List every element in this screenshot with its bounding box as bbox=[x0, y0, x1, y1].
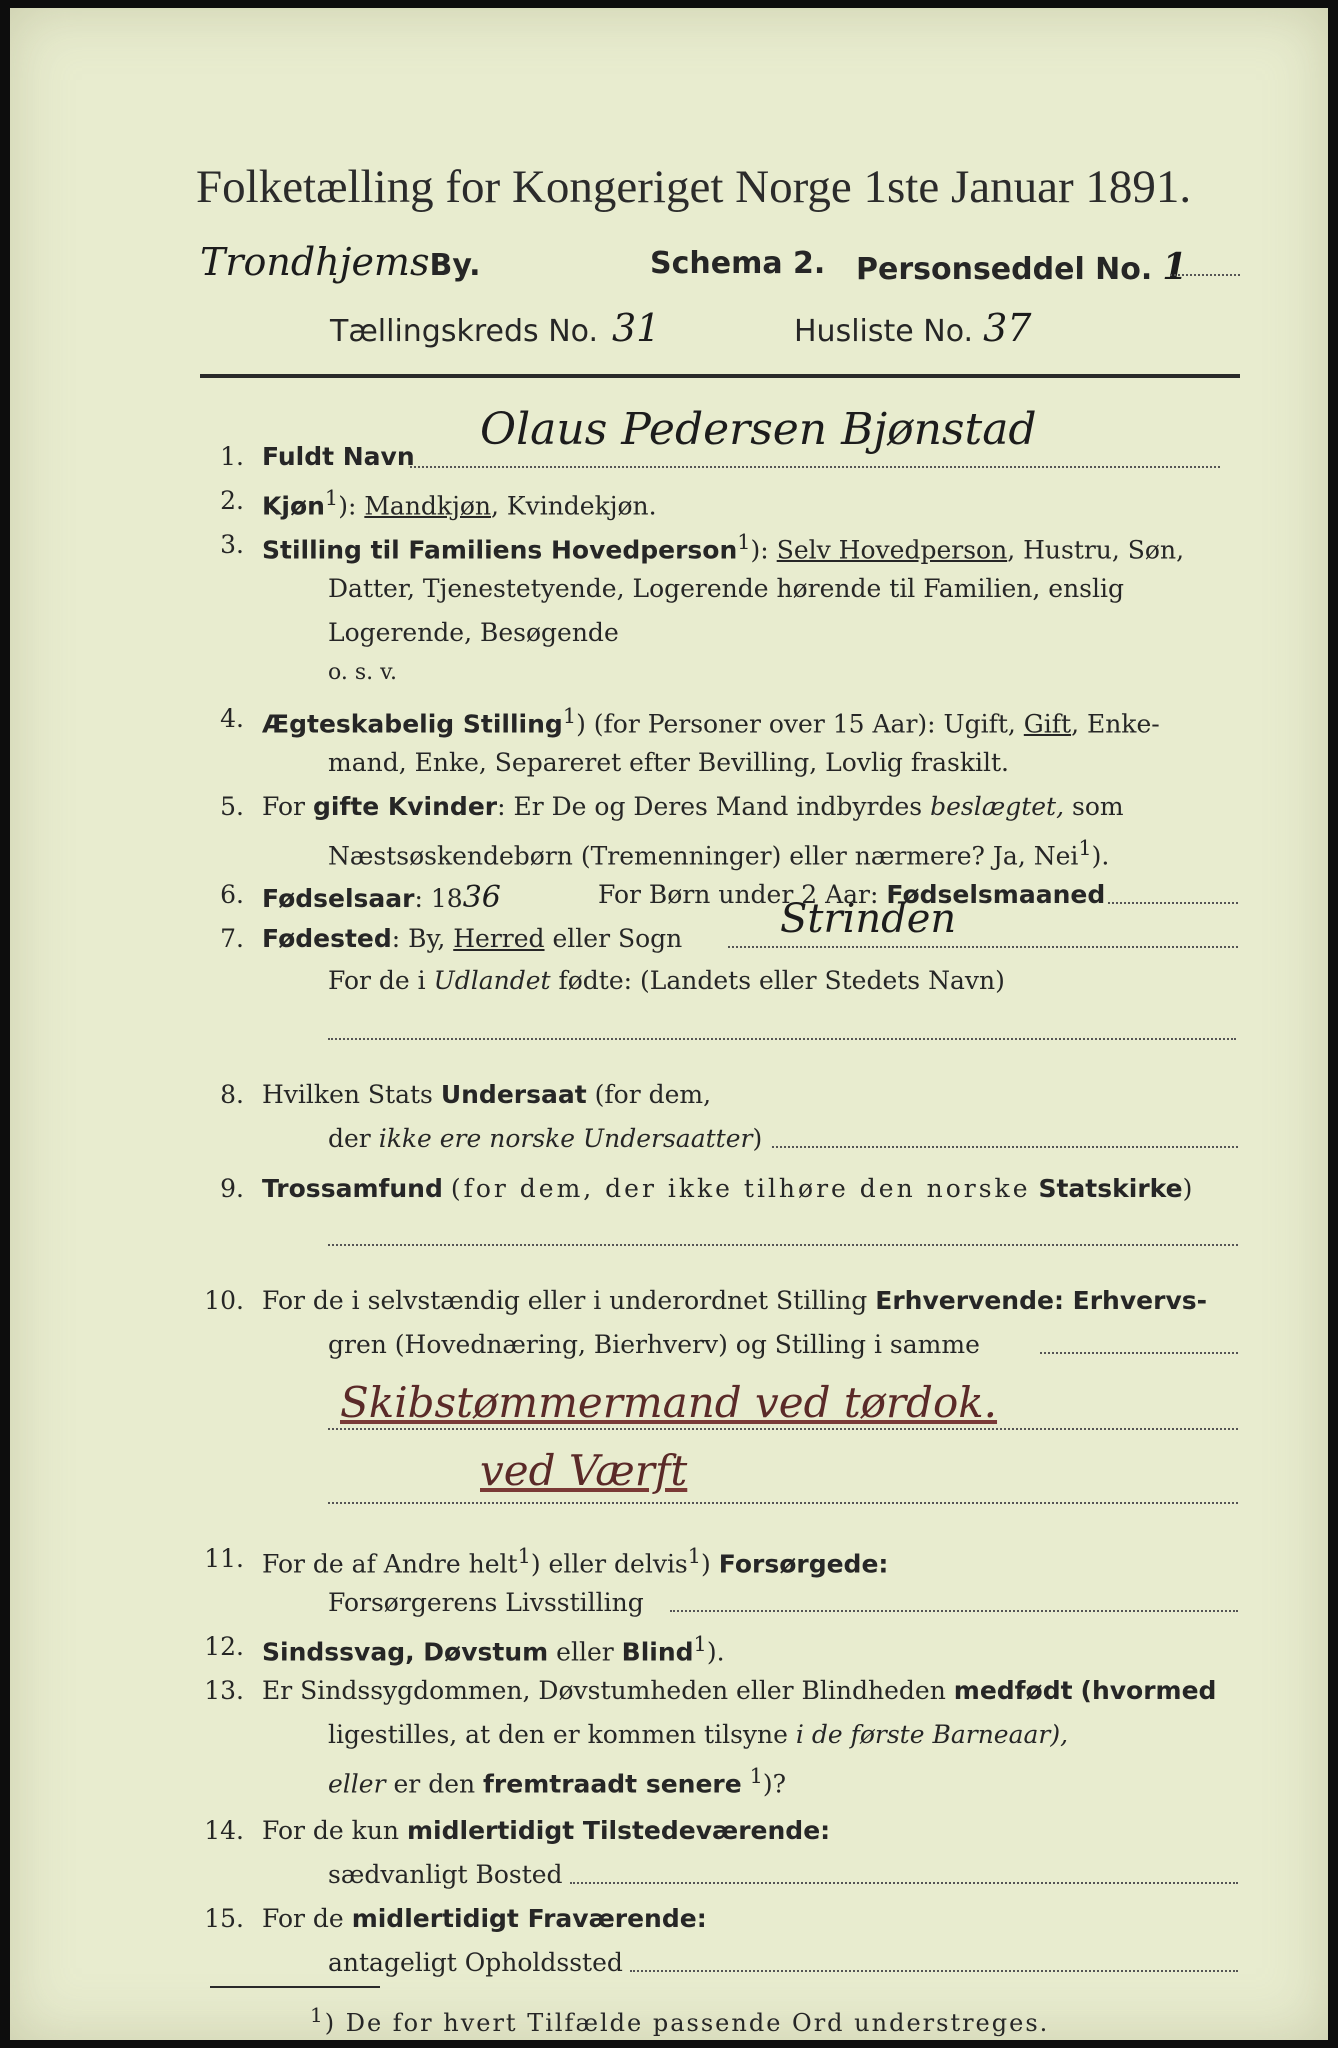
q10-dots2 bbox=[328, 1428, 1238, 1430]
q13-line2 bbox=[328, 1720, 1068, 1749]
q7-by: : By, bbox=[391, 924, 446, 953]
q9-statskirke: Statskirke bbox=[1038, 1174, 1183, 1203]
schema-label: Schema 2. bbox=[650, 246, 826, 281]
q3-colon: ): bbox=[750, 535, 769, 565]
q8-paren: ) bbox=[752, 1124, 763, 1153]
q9-dots bbox=[328, 1244, 1238, 1246]
q13-senere: fremtraadt senere bbox=[483, 1769, 742, 1799]
husliste-number: 37 bbox=[983, 306, 1032, 350]
header-rule bbox=[200, 374, 1240, 378]
header-city-line bbox=[200, 240, 481, 284]
q5-label: gifte Kvinder bbox=[312, 792, 498, 821]
q3-line4: o. s. v. bbox=[328, 660, 397, 685]
item-number-1: 1. bbox=[220, 442, 244, 471]
q6-label: Fødselsaar bbox=[262, 884, 415, 913]
q4-line2: mand, Enke, Separeret efter Bevilling, Lovlig fraskilt. bbox=[328, 748, 1009, 777]
item-number-13: 13. bbox=[204, 1676, 244, 1705]
item-number-5: 5. bbox=[220, 792, 244, 821]
q10-dots3 bbox=[328, 1502, 1238, 1504]
item-number-11: 11. bbox=[204, 1544, 244, 1573]
q9-label: Trossamfund bbox=[262, 1174, 443, 1203]
q1-dots bbox=[410, 466, 1220, 468]
footnote-rule bbox=[210, 1986, 380, 1988]
q2-kvindekjon: , Kvindekjøn. bbox=[491, 491, 657, 521]
q9-text: (for dem, der ikke tilhøre den norske bbox=[450, 1174, 1031, 1203]
q15-line2: antageligt Opholdssted bbox=[328, 1948, 623, 1977]
a7-birthplace: Strinden bbox=[780, 896, 957, 942]
q8-for-dem: (for dem, bbox=[594, 1080, 712, 1109]
q7-dots bbox=[728, 946, 1238, 948]
by-label: By. bbox=[429, 248, 481, 283]
a10-occupation-line2: ved Værft bbox=[480, 1446, 688, 1495]
q7-dots2 bbox=[328, 1038, 1236, 1040]
a6-year: 36 bbox=[462, 880, 501, 915]
q7-label: Fødested bbox=[262, 924, 392, 953]
item-number-14: 14. bbox=[204, 1816, 244, 1845]
personseddel-dots bbox=[1170, 274, 1240, 276]
item-number-10: 10. bbox=[204, 1286, 244, 1315]
q8-text: Hvilken Stats bbox=[262, 1080, 433, 1109]
q12-sup: 1 bbox=[693, 1632, 707, 1656]
q14-label: midlertidigt Tilstedeværende: bbox=[406, 1816, 831, 1845]
q15-dots bbox=[630, 1970, 1238, 1972]
footnote-text: ) De for hvert Tilfælde passende Ord understreges. bbox=[324, 2009, 1050, 2037]
q3-line3: Logerende, Besøgende bbox=[328, 618, 619, 647]
q10-dots1 bbox=[1040, 1352, 1238, 1354]
item-number-15: 15. bbox=[204, 1904, 244, 1933]
husliste-line bbox=[794, 306, 1031, 350]
q11-sup1: 1 bbox=[517, 1544, 531, 1568]
item-number-3: 3. bbox=[220, 530, 244, 559]
q14-line1 bbox=[262, 1816, 830, 1845]
q7-line1 bbox=[262, 924, 682, 953]
q13-hvormed: (hvormed bbox=[1080, 1676, 1217, 1705]
q7-for-de-i: For de i bbox=[328, 966, 426, 995]
q13-sup: 1 bbox=[749, 1764, 763, 1788]
q3-sup: 1 bbox=[737, 530, 751, 554]
q14-text: For de kun bbox=[262, 1816, 400, 1845]
q11-sup2: 1 bbox=[687, 1544, 702, 1568]
q10-label: Erhvervende: Erhvervs- bbox=[875, 1286, 1207, 1315]
q5-sup: 1 bbox=[1078, 836, 1092, 860]
a1-name: Olaus Pedersen Bjønstad bbox=[480, 404, 1037, 455]
q8-line1 bbox=[262, 1080, 711, 1109]
q8-der: der bbox=[328, 1124, 371, 1153]
q10-line2: gren (Hovednæring, Bierhverv) og Stilling i samme bbox=[328, 1330, 980, 1359]
q5-line1 bbox=[262, 792, 1124, 821]
q13-medfodt: medfødt bbox=[953, 1676, 1073, 1705]
kreds-label: Tællingskreds No. bbox=[330, 314, 598, 349]
item-number-4: 4. bbox=[220, 704, 244, 733]
footnote-sup: 1 bbox=[310, 2003, 325, 2027]
kreds-line bbox=[330, 306, 660, 350]
q13-eller: eller bbox=[328, 1769, 386, 1799]
personseddel-label bbox=[856, 246, 1187, 288]
footnote bbox=[310, 2003, 1049, 2037]
q7-sogn: eller Sogn bbox=[552, 924, 683, 953]
q3-label: Stilling til Familiens Hovedperson bbox=[262, 535, 738, 565]
q11-text-a: For de af Andre helt bbox=[262, 1549, 518, 1579]
item-number-12: 12. bbox=[204, 1632, 244, 1661]
q10-text: For de i selvstændig eller i underordnet Stilling bbox=[262, 1286, 868, 1315]
q6-month-label: Fødselsmaaned bbox=[886, 880, 1106, 909]
q13-barneaar: i de første Barneaar), bbox=[795, 1720, 1069, 1749]
q5-for: For bbox=[262, 792, 305, 821]
q3-options-a: , Hustru, Søn, bbox=[1007, 535, 1185, 565]
q15-label: midlertidigt Fraværende: bbox=[351, 1904, 707, 1933]
kreds-number: 31 bbox=[612, 306, 661, 350]
q10-line1 bbox=[262, 1286, 1207, 1315]
q8-label: Undersaat bbox=[440, 1080, 587, 1109]
q15-line1 bbox=[262, 1904, 707, 1933]
q5-som: som bbox=[1072, 792, 1124, 821]
item-number-7: 7. bbox=[220, 924, 244, 953]
item-number-9: 9. bbox=[220, 1174, 244, 1203]
q4-sup: 1 bbox=[562, 704, 577, 728]
q1-label: Fuldt Navn bbox=[262, 442, 415, 471]
q2-sup: 1 bbox=[324, 486, 339, 510]
q13-line3 bbox=[328, 1764, 786, 1798]
q11-line1 bbox=[262, 1544, 888, 1578]
q6-children-text: For Børn under 2 Aar: bbox=[598, 880, 879, 909]
city-handwritten: Trondhjems bbox=[200, 240, 430, 284]
q2-line bbox=[262, 486, 657, 520]
q14-dots bbox=[570, 1882, 1238, 1884]
q11-text-b: ) eller delvis bbox=[530, 1549, 688, 1579]
q13-end: )? bbox=[762, 1769, 787, 1799]
census-form-page bbox=[10, 8, 1328, 2040]
personseddel-text: Personseddel No. bbox=[856, 252, 1153, 287]
q12-line bbox=[262, 1632, 725, 1666]
q5-text2: Næstsøskendebørn (Tremenninger) eller nærmere? Ja, Nei bbox=[328, 841, 1079, 871]
q13-text2: ligestilles, at den er kommen tilsyne bbox=[328, 1720, 788, 1749]
q7-herred: Herred bbox=[453, 924, 545, 953]
q3-line2: Datter, Tjenestetyende, Logerende hørende til Familien, enslig bbox=[328, 574, 1125, 603]
q12-end: ). bbox=[706, 1637, 725, 1667]
q5-beslaegtet: beslægtet, bbox=[930, 792, 1065, 821]
personseddel-number: 1 bbox=[1162, 246, 1188, 288]
q7-line2 bbox=[328, 966, 1005, 995]
q8-ikke: ikke ere norske Undersaatter bbox=[378, 1124, 753, 1153]
q3-line1 bbox=[262, 530, 1184, 564]
q11-paren: ) bbox=[701, 1549, 711, 1579]
q4-text: ) (for Personer over 15 Aar): Ugift, bbox=[576, 709, 1016, 739]
item-number-2: 2. bbox=[220, 486, 244, 515]
q9-line: Trossamfund (for dem, der ikke tilhøre den norske Statskirke) bbox=[262, 1174, 1193, 1203]
q14-line2: sædvanligt Bosted bbox=[328, 1860, 563, 1889]
q12-label-b: Blind bbox=[621, 1637, 694, 1667]
q11-line2: Forsørgerens Livsstilling bbox=[328, 1588, 644, 1617]
q6-prefix: : 18 bbox=[414, 884, 463, 913]
q5-line2: Næstsøskendebørn (Tremenninger) eller nærmere? Ja, Nei$^1$). bbox=[328, 836, 1110, 871]
q2-mandkjon: Mandkjøn bbox=[364, 491, 491, 521]
husliste-label: Husliste No. bbox=[794, 314, 974, 349]
q13-line1 bbox=[262, 1676, 1216, 1705]
q4-gift: Gift bbox=[1023, 709, 1072, 739]
item-number-6: 6. bbox=[220, 880, 244, 909]
q4-label: Ægteskabelig Stilling bbox=[262, 709, 563, 739]
q13-er-den: er den bbox=[393, 1769, 476, 1799]
form-title: Folketælling for Kongeriget Norge 1ste Januar 1891. bbox=[196, 161, 1192, 213]
item-number-8: 8. bbox=[220, 1080, 244, 1109]
q4-line1 bbox=[262, 704, 1160, 738]
q5-text: : Er De og Deres Mand indbyrdes bbox=[497, 792, 923, 821]
q12-label-a: Sindssvag, Døvstum bbox=[262, 1637, 549, 1667]
q8-line2 bbox=[328, 1124, 762, 1153]
q3-selv-hovedperson: Selv Hovedperson bbox=[776, 535, 1008, 565]
q8-dots bbox=[772, 1146, 1238, 1148]
q6-dots bbox=[1108, 902, 1238, 904]
q6-line bbox=[262, 880, 501, 915]
q7-text: fødte: (Landets eller Stedets Navn) bbox=[558, 966, 1005, 995]
q7-udlandet: Udlandet bbox=[433, 966, 551, 995]
q15-text: For de bbox=[262, 1904, 344, 1933]
q4-enke: , Enke- bbox=[1071, 709, 1160, 739]
q2-colon: ): bbox=[338, 491, 357, 521]
q11-label: Forsørgede: bbox=[718, 1549, 889, 1579]
a10-occupation-line1: Skibstømmermand ved tørdok. bbox=[340, 1378, 998, 1427]
q11-dots bbox=[670, 1610, 1238, 1612]
q12-eller: eller bbox=[556, 1637, 614, 1667]
q2-label: Kjøn bbox=[262, 491, 325, 521]
q13-text: Er Sindssygdommen, Døvstumheden eller Blindheden bbox=[262, 1676, 946, 1705]
